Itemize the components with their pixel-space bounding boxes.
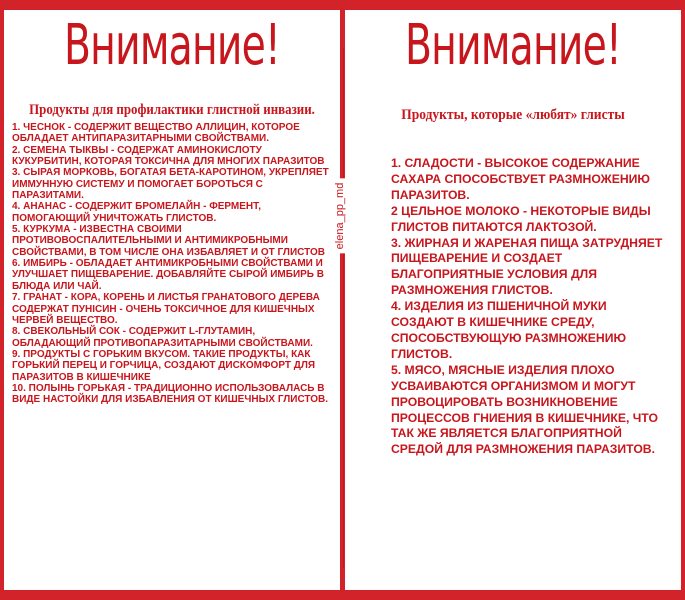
list-item: 6. ИМБИРЬ - ОБЛАДАЕТ АНТИМИКРОБНЫМИ СВОЙСТВАМИ И УЛУЧШАЕТ ПИЩЕВАРЕНИЕ. ДОБАВЛЯЙТЕ СЫРОЙ ИМБИРЬ В БЛЮДА ИЛИ ЧАЙ. bbox=[12, 258, 324, 292]
center-divider bbox=[343, 48, 344, 568]
list-item: 10. ПОЛЫНЬ ГОРЬКАЯ - ТРАДИЦИОННО ИСПОЛЬЗОВАЛАСЬ В ВИДЕ НАСТОЙКИ ДЛЯ ИЗБАВЛЕНИЯ ОТ КИШЕЧНЫХ ГЛИСТОВ. bbox=[12, 382, 329, 406]
list-item: 5. МЯСО, МЯСНЫЕ ИЗДЕЛИЯ ПЛОХО УСВАИВАЮТСЯ ОРГАНИЗМОМ И МОГУТ ПРОВОЦИРОВАТЬ ВОЗНИКНОВЕНИЕ ПРОЦЕССОВ ГНИЕНИЯ В КИШЕЧНИКЕ, ЧТО ТАК ЖЕ ЯВЛЯЕТСЯ БЛАГОПРИЯТНОЙ СРЕДОЙ ДЛЯ РАЗМНОЖЕНИЯ ПАРАЗИТОВ. bbox=[391, 362, 658, 457]
list-item: 1. СЛАДОСТИ - ВЫСОКОЕ СОДЕРЖАНИЕ САХАРА СПОСОБСТВУЕТ РАЗМНОЖЕНИЮ ПАРАЗИТОВ. bbox=[391, 156, 650, 202]
list-item: 4. ИЗДЕЛИЯ ИЗ ПШЕНИЧНОЙ МУКИ СОЗДАЮТ В КИШЕЧНИКЕ СРЕДУ, СПОСОБСТВУЮЩУЮ РАЗМНОЖЕНИЮ ГЛИСТОВ. bbox=[391, 299, 627, 361]
list-item: 9. ПРОДУКТЫ С ГОРЬКИМ ВКУСОМ. ТАКИЕ ПРОДУКТЫ, КАК ГОРЬКИЙ ПЕРЕЦ И ГОРЧИЦА, СОЗДАЮТ ДИСКОМФОРТ ДЛЯ ПАРАЗИТОВ В КИШЕЧНИКЕ bbox=[12, 348, 316, 383]
watermark: elena_pp_md bbox=[334, 179, 346, 254]
right-subtitle: Продукты, которые «любят» глисты bbox=[401, 107, 625, 123]
right-list bbox=[391, 156, 671, 458]
list-item: 2. СЕМЕНА ТЫКВЫ - СОДЕРЖАТ АМИНОКИСЛОТУ КУКУРБИТИН, КОТОРАЯ ТОКСИЧНА ДЛЯ МНОГИХ ПАРАЗИТОВ bbox=[12, 144, 325, 168]
left-panel bbox=[4, 10, 340, 590]
left-list bbox=[12, 122, 330, 406]
list-item: 3. СЫРАЯ МОРКОВЬ, БОГАТАЯ БЕТА-КАРОТИНОМ, УКРЕПЛЯЕТ ИММУННУЮ СИСТЕМУ И ПОМОГАЕТ БОРОТЬСЯ С ПАРАЗИТАМИ. bbox=[12, 167, 329, 202]
list-item: 2 ЦЕЛЬНОЕ МОЛОКО - НЕКОТОРЫЕ ВИДЫ ГЛИСТОВ ПИТАЮТСЯ ЛАКТОЗОЙ. bbox=[391, 203, 651, 234]
right-panel bbox=[345, 10, 681, 590]
list-item: 7. ГРАНАТ - КОРА, КОРЕНЬ И ЛИСТЬЯ ГРАНАТОВОГО ДЕРЕВА СОДЕРЖАТ ПУНICИН - ОЧЕНЬ ТОКСИЧНОЕ ДЛЯ КИШЕЧНЫХ ЧЕРВЕЙ ВЕЩЕСТВО. bbox=[12, 292, 320, 326]
left-subtitle: Продукты для профилактики глистной инвазии. bbox=[29, 102, 315, 118]
left-title: Внимание! bbox=[63, 13, 281, 78]
list-item: 3. ЖИРНАЯ И ЖАРЕНАЯ ПИЩА ЗАТРУДНЯЕТ ПИЩЕВАРЕНИЕ И СОЗДАЕТ БЛАГОПРИЯТНЫЕ УСЛОВИЯ ДЛЯ РАЗМНОЖЕНИЯ ГЛИСТОВ. bbox=[391, 235, 663, 298]
list-item: 5. КУРКУМА - ИЗВЕСТНА СВОИМИ ПРОТИВОВОСПАЛИТЕЛЬНЫМИ И АНТИМИКРОБНЫМИ СВОЙСТВАМИ, В ТОМ ЧИСЛЕ ОНА ИЗБАВЛЯЕТ И ОТ ГЛИСТОВ bbox=[12, 224, 325, 258]
list-item: 4. АНАНАС - СОДЕРЖИТ БРОМЕЛАЙН - ФЕРМЕНТ, ПОМОГАЮЩИЙ УНИЧТОЖАТЬ ГЛИСТОВ. bbox=[12, 201, 262, 224]
list-item: 8. СВЕКОЛЬНЫЙ СОК - СОДЕРЖИТ L-ГЛУТАМИН, ОБЛАДАЮЩИЙ ПРОТИВОПАРАЗИТАРНЫМИ СВОЙСТВАМИ. bbox=[12, 326, 313, 349]
list-item: 1. ЧЕСНОК - СОДЕРЖИТ ВЕЩЕСТВО АЛЛИЦИН, КОТОРОЕ ОБЛАДАЕТ АНТИПАРАЗИТАРНЫМИ СВОЙСТВАМИ. bbox=[12, 122, 300, 145]
right-title: Внимание! bbox=[404, 13, 622, 78]
